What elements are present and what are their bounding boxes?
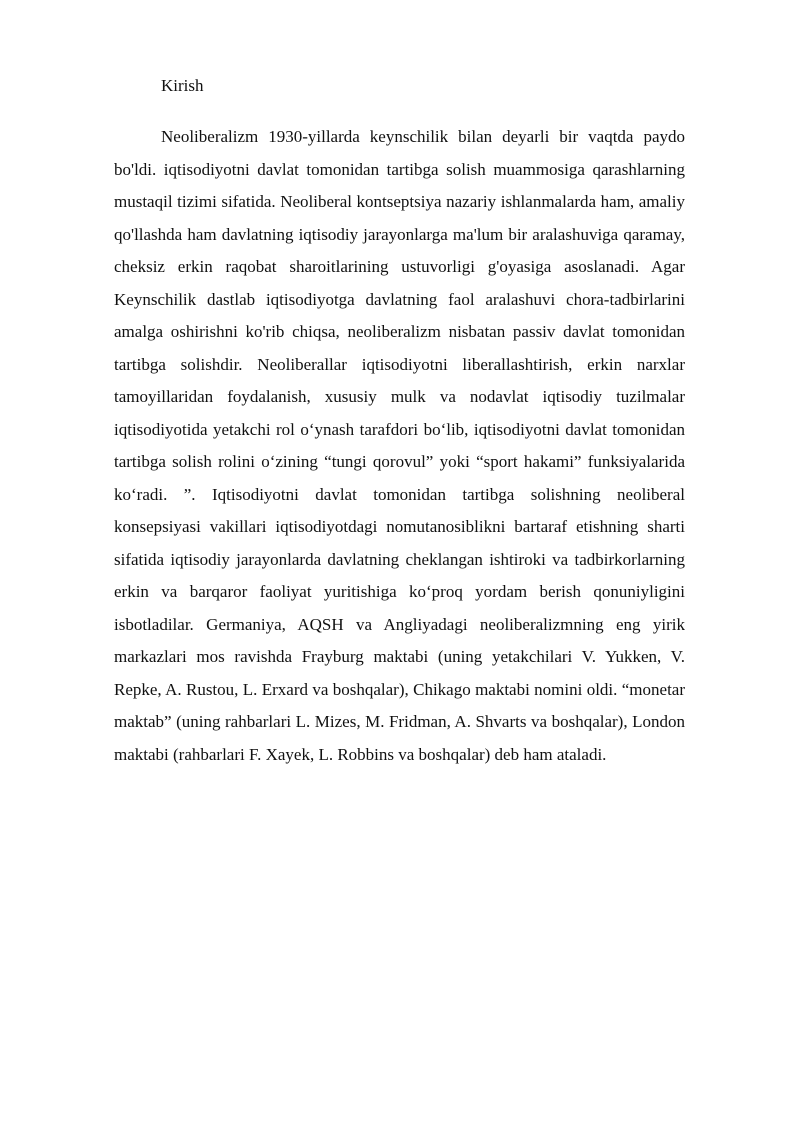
section-heading: Kirish	[161, 76, 204, 95]
body-paragraph: Neoliberalizm 1930-yillarda keynschilik bilan deyarli bir vaqtda paydo bo'ldi. iqtisodiyotni davlat tomonidan tartibga solish muammosiga qarashlarning mustaqil tizimi sifatida. Neoliberal kontseptsiya nazariy ishlanmalarda ham, amaliy qo'llashda ham davlatning iqtisodiy jarayonlarga ma'lum bir aralashuviga qaramay, cheksiz erkin raqobat sharoitlarining ustuvorligi g'oyasiga asoslanadi. Agar Keynschilik dastlab iqtisodiyotga davlatning faol aralashuvi chora-tadbirlarini amalga oshirishni ko'rib chiqsa, neoliberalizm nisbatan passiv davlat tomonidan tartibga solishdir. Neoliberallar iqtisodiyotni liberallashtirish, erkin narxlar tamoyillaridan foydalanish, xususiy mulk va nodavlat iqtisodiy tuzilmalar iqtisodiyotida yetakchi rol o‘ynash tarafdori bo‘lib, iqtisodiyotni davlat tomonidan tartibga solish rolini o‘zining “tungi qorovul” yoki “sport hakami” funksiyalarida ko‘radi. ”. Iqtisodiyotni davlat tomonidan tartibga solishning neoliberal konsepsiyasi vakillari iqtisodiyotdagi nomutanosiblikni bartaraf etishning sharti sifatida iqtisodiy jarayonlarda davlatning cheklangan ishtiroki va tadbirkorlarning erkin va barqaror faoliyat yuritishiga ko‘proq yordam berish qonuniyligini isbotladilar. Germaniya, AQSH va Angliyadagi neoliberalizmning eng yirik markazlari mos ravishda Frayburg maktabi (uning yetakchilari V. Yukken, V. Repke, A. Rustou, L. Erxard va boshqalar), Chikago maktabi nomini oldi. “monetar maktab” (uning rahbarlari L. Mizes, M. Fridman, A. Shvarts va boshqalar), London maktabi (rahbarlari F. Xayek, L. Robbins va boshqalar) deb ham ataladi.	[114, 127, 685, 764]
